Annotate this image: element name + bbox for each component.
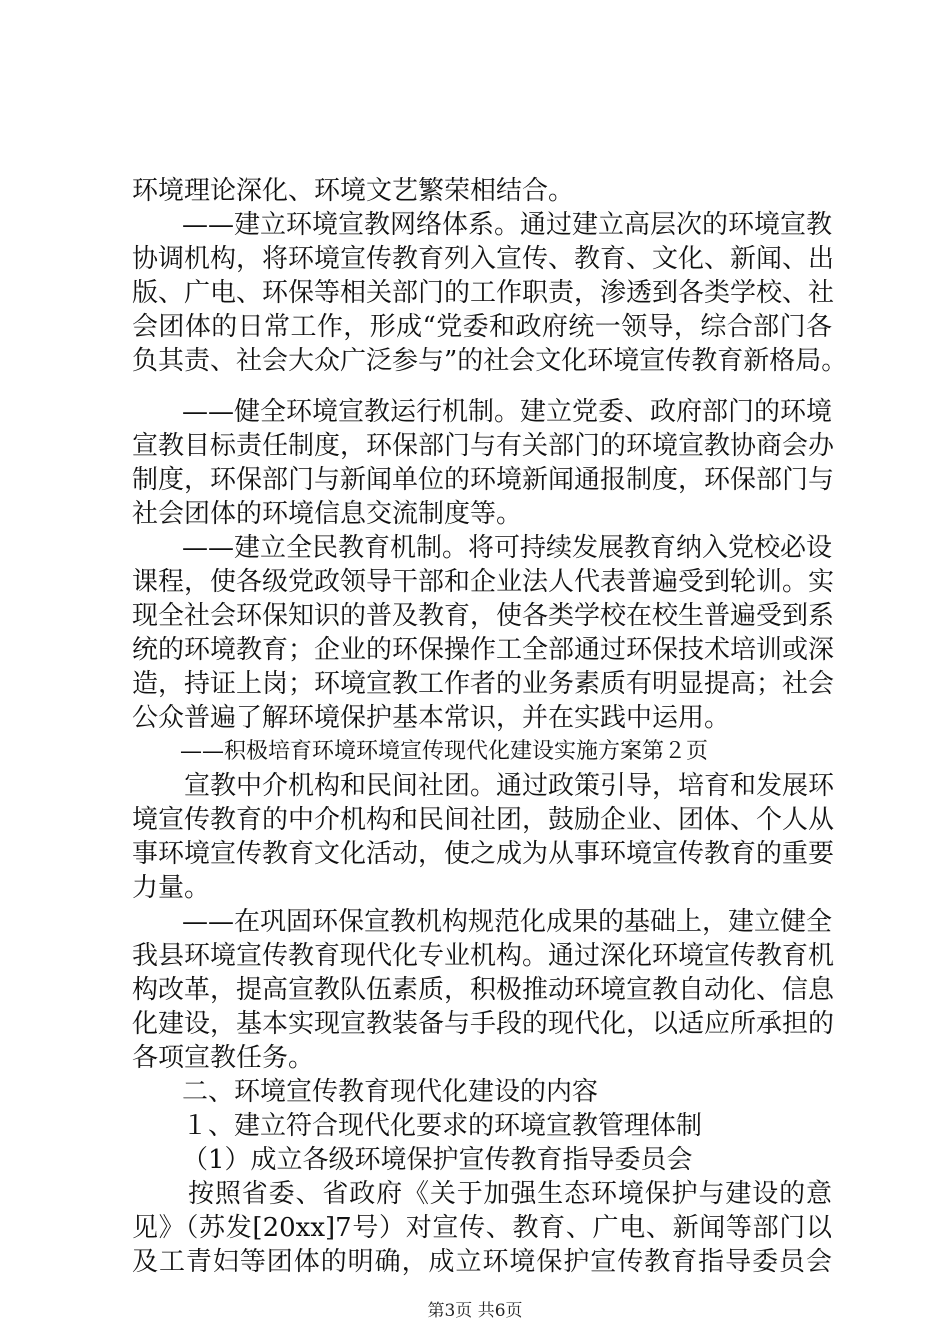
text-line: 社会团体的环境信息交流制度等。 [132,499,523,529]
text-line: 力量。 [132,873,211,903]
text-line: 境宣传教育的中介机构和民间社团，鼓励企业、团体、个人从 [132,805,835,835]
text-line: ——积极培育环境环境宣传现代化建设实施方案第２页 [180,739,709,764]
text-line: 构改革，提高宣教队伍素质，积极推动环境宣教自动化、信息 [132,975,835,1005]
text-line: 及工青妇等团体的明确，成立环境保护宣传教育指导委员会 [132,1247,832,1277]
text-line: 统的环境教育；企业的环保操作工全部通过环保技术培训或深 [132,635,835,665]
text-line: 制度，环保部门与新闻单位的环境新闻通报制度，环保部门与 [132,465,835,495]
page-footer: 第3页 共6页 [427,1301,523,1321]
text-line: 宣教中介机构和民间社团。通过政策引导，培育和发展环 [184,771,835,801]
text-line: ——在巩固环保宣教机构规范化成果的基础上，建立健全 [182,907,833,937]
text-line: 见》（苏发[20xx]7号）对宣传、教育、广电、新闻等部门以 [132,1213,832,1243]
text-line: 会团体的日常工作，形成“党委和政府统一领导，综合部门各 [132,312,832,342]
text-line: ——建立全民教育机制。将可持续发展教育纳入党校必设 [182,533,833,563]
text-line: ——健全环境宣教运行机制。建立党委、政府部门的环境 [182,397,833,427]
subsection-heading: （1）成立各级环境保护宣传教育指导委员会 [182,1145,693,1175]
text-line: 按照省委、省政府《关于加强生态环境保护与建设的意 [188,1179,832,1209]
text-line: 负其责、社会大众广泛参与”的社会文化环境宣传教育新格局。 [132,346,848,376]
text-line: 造，持证上岗；环境宣教工作者的业务素质有明显提高；社会 [132,669,835,699]
text-line: 我县环境宣传教育现代化专业机构。通过深化环境宣传教育机 [132,941,835,971]
text-line: 课程，使各级党政领导干部和企业法人代表普遍受到轮训。实 [132,567,835,597]
text-line: 公众普遍了解环境保护基本常识，并在实践中运用。 [132,703,731,733]
text-line: 宣教目标责任制度，环保部门与有关部门的环境宣教协商会办 [132,431,835,461]
subsection-heading: １、建立符合现代化要求的环境宣教管理体制 [182,1111,703,1141]
text-line: 现全社会环保知识的普及教育，使各类学校在校生普遍受到系 [132,601,835,631]
text-line: ——建立环境宣教网络体系。通过建立高层次的环境宣教 [182,210,833,240]
text-line: 版、广电、环保等相关部门的工作职责，渗透到各类学校、社 [132,278,835,308]
text-line: 环境理论深化、环境文艺繁荣相结合。 [132,176,575,206]
text-line: 各项宣教任务。 [132,1043,315,1073]
text-line: 化建设，基本实现宣教装备与手段的现代化，以适应所承担的 [132,1009,835,1039]
text-line: 事环境宣传教育文化活动，使之成为从事环境宣传教育的重要 [132,839,835,869]
text-line: 协调机构，将环境宣传教育列入宣传、教育、文化、新闻、出 [132,244,835,274]
section-heading: 二、环境宣传教育现代化建设的内容 [182,1077,599,1107]
